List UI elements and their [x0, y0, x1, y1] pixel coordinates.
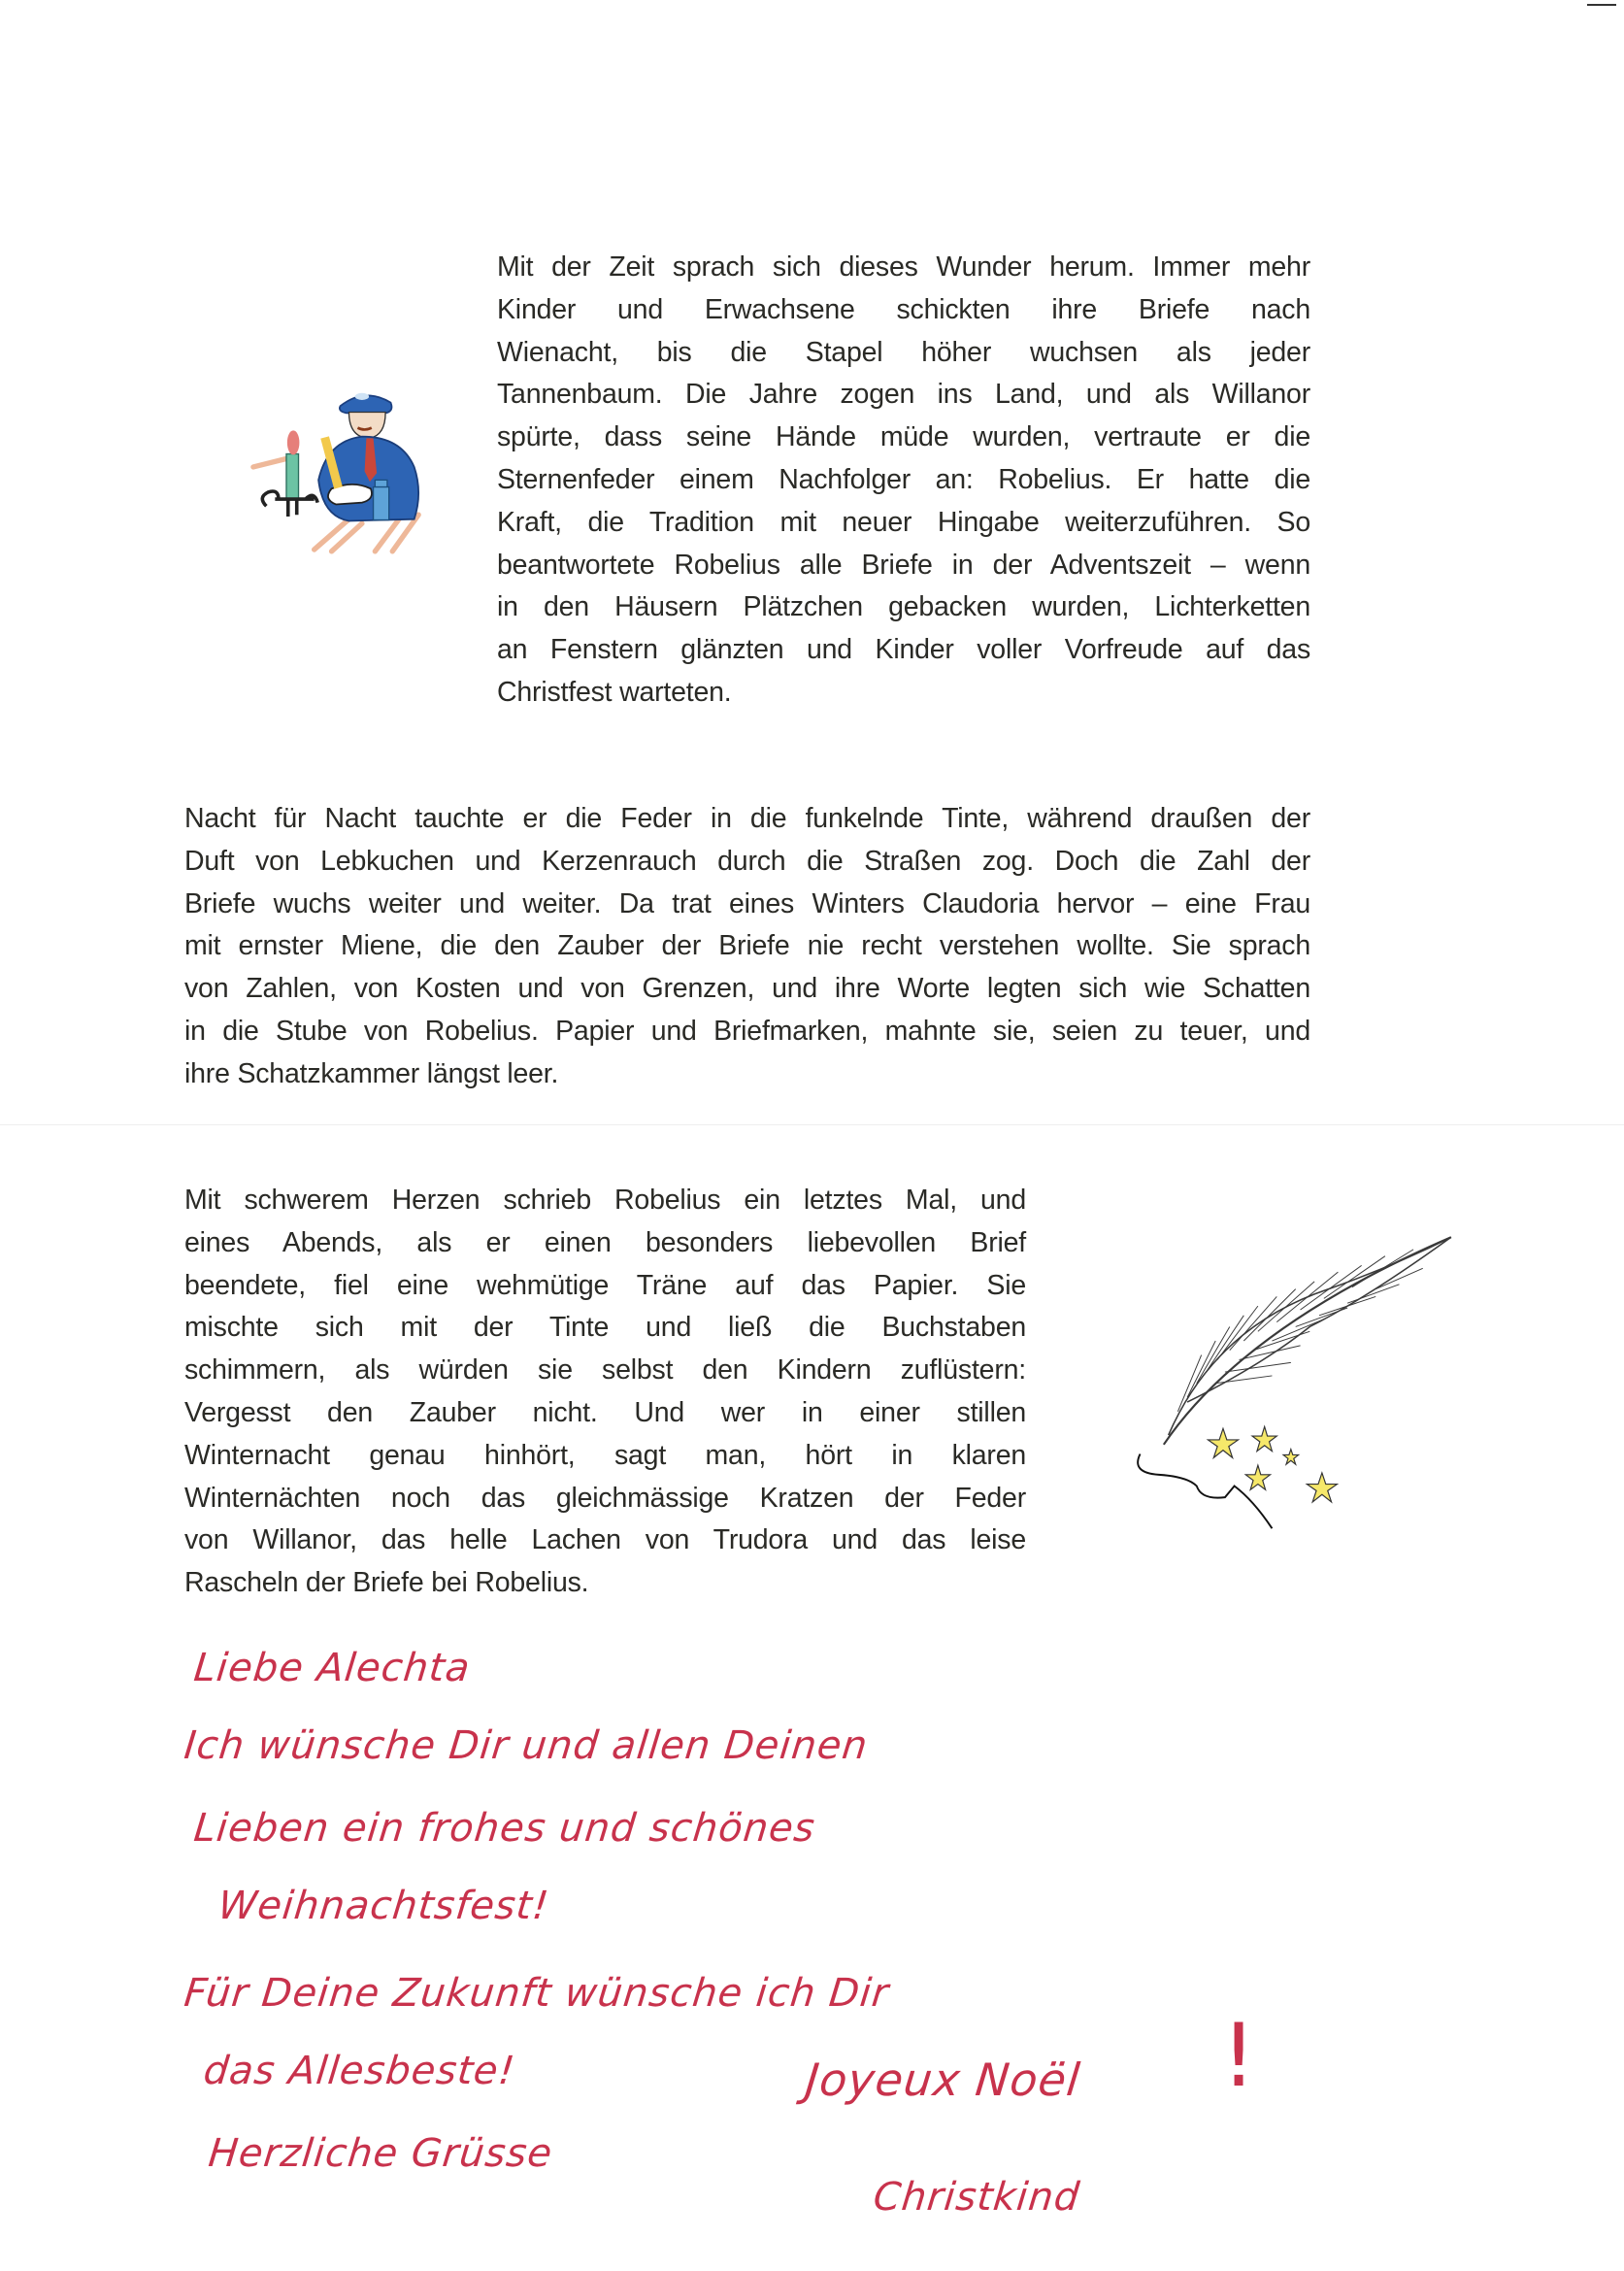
text-line: Rascheln der Briefe bei Robelius. — [184, 1567, 589, 1599]
writer-at-desk-illustration — [233, 350, 456, 558]
text-line: von Zahlen, von Kosten und von Grenzen, und ihre Worte legten sich wie Schatten — [184, 973, 1310, 1005]
text-line: beantwortete Robelius alle Briefe in der Adventszeit – wenn — [497, 549, 1310, 581]
text-line: Sternenfeder einem Nachfolger an: Robelius. Er hatte die — [497, 463, 1310, 495]
handwritten-closing: Herzliche Grüsse — [206, 2131, 555, 2176]
handwritten-line: Ich wünsche Dir und allen Deinen — [182, 1723, 871, 1768]
text-line: Mit schwerem Herzen schrieb Robelius ein letztes Mal, und — [184, 1185, 1026, 1216]
handwritten-signature: Christkind — [871, 2175, 1082, 2220]
text-line: mit ernster Miene, die den Zauber der Briefe nie recht verstehen wollte. Sie sprach — [184, 930, 1310, 962]
text-line: eines Abends, als er einen besonders liebevollen Brief — [184, 1226, 1026, 1258]
text-line: Briefe wuchs weiter und weiter. Da trat eines Winters Claudoria hervor – eine Frau — [184, 887, 1310, 919]
text-line: ihre Schatzkammer längst leer. — [184, 1057, 559, 1089]
text-line: Winternächten noch das gleichmässige Kratzen der Feder — [184, 1482, 1026, 1514]
quill-icon — [1138, 1237, 1451, 1528]
text-line: Kinder und Erwachsene schickten ihre Briefe nach — [497, 293, 1310, 325]
stars-icon — [1208, 1426, 1337, 1502]
scan-fold-line — [0, 1124, 1624, 1125]
story-paragraph-1 — [497, 247, 1310, 715]
handwritten-exclamation: ! — [1221, 2005, 1258, 2107]
text-line: Winternacht genau hinhört, sagt man, hört in klaren — [184, 1439, 1026, 1471]
handwritten-line: Lieben ein frohes und schönes — [191, 1806, 818, 1851]
text-line: spürte, dass seine Hände müde wurden, vertraute er die — [497, 421, 1310, 453]
handwritten-line: Für Deine Zukunft wünsche ich Dir — [182, 1971, 892, 2016]
text-line: Kraft, die Tradition mit neuer Hingabe weiterzuführen. So — [497, 506, 1310, 538]
text-line: beendete, fiel eine wehmütige Träne auf das Papier. Sie — [184, 1269, 1026, 1301]
text-line: Christfest warteten. — [497, 676, 732, 708]
story-paragraph-3 — [184, 1180, 1026, 1605]
handwritten-aside: Joyeux Noël — [803, 2054, 1083, 2106]
text-line: in die Stube von Robelius. Papier und Briefmarken, mahnte sie, seien zu teuer, und — [184, 1015, 1310, 1047]
text-line: mischte sich mit der Tinte und ließ die Buchstaben — [184, 1312, 1026, 1344]
text-line: schimmern, als würden sie selbst den Kindern zuflüstern: — [184, 1354, 1026, 1386]
handwritten-greeting: Liebe Alechta — [191, 1646, 473, 1690]
text-line: Duft von Lebkuchen und Kerzenrauch durch die Straßen zog. Doch die Zahl der — [184, 845, 1310, 877]
text-line: in den Häusern Plätzchen gebacken wurden, Lichterketten — [497, 591, 1310, 623]
handwritten-line: Weihnachtsfest! — [215, 1884, 552, 1928]
text-line: Tannenbaum. Die Jahre zogen ins Land, und als Willanor — [497, 379, 1310, 411]
quill-with-stars-illustration — [1111, 1214, 1461, 1534]
text-line: von Willanor, das helle Lachen von Trudora und das leise — [184, 1524, 1026, 1556]
candle-icon — [262, 430, 317, 517]
text-line: an Fenstern glänzten und Kinder voller Vorfreude auf das — [497, 634, 1310, 666]
text-line: Vergesst den Zauber nicht. Und wer in einer stillen — [184, 1396, 1026, 1428]
story-paragraph-2 — [184, 798, 1310, 1096]
text-line: Wienacht, bis die Stapel höher wuchsen als jeder — [497, 336, 1310, 368]
scan-corner-mark — [1587, 4, 1616, 6]
text-line: Nacht für Nacht tauchte er die Feder in die funkelnde Tinte, während draußen der — [184, 803, 1310, 834]
handwritten-line: das Allesbeste! — [201, 2049, 518, 2093]
man-figure — [318, 393, 418, 521]
text-line: Mit der Zeit sprach sich dieses Wunder herum. Immer mehr — [497, 251, 1310, 283]
